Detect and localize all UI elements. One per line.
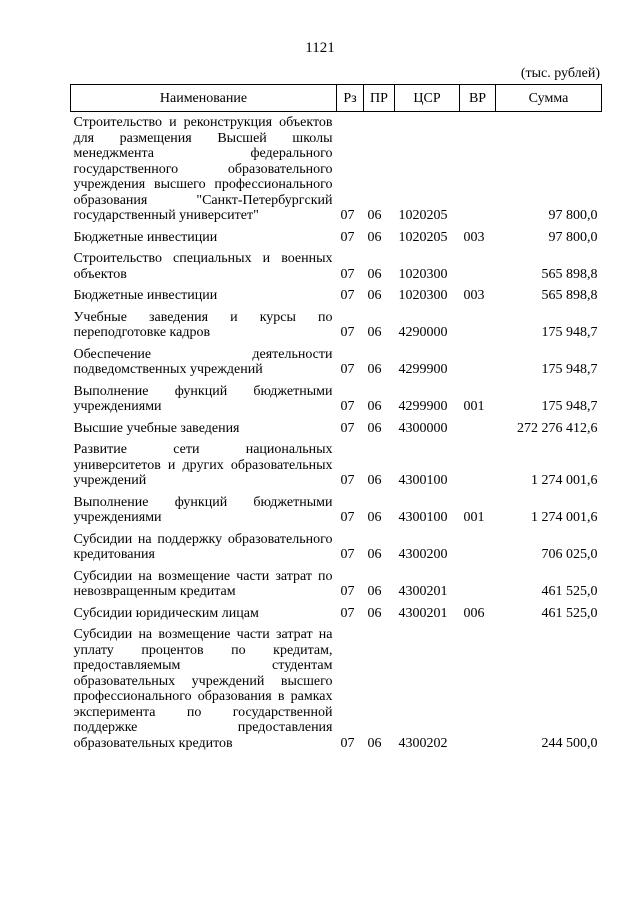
table-row (71, 344, 602, 381)
row-pr: 06 (367, 510, 382, 525)
row-vr: 003 (463, 229, 485, 245)
row-pr: 06 (367, 288, 382, 303)
row-sum: 461 525,0 (541, 605, 598, 621)
row-csr: 1020205 (398, 229, 448, 245)
table-row (71, 418, 602, 440)
table-row (71, 624, 602, 754)
row-csr: 4300100 (398, 473, 448, 488)
row-pr: 06 (367, 399, 382, 414)
header-pr: ПР (364, 85, 395, 112)
table-row (71, 603, 602, 625)
row-csr: 1020205 (398, 208, 448, 223)
row-csr: 4299900 (398, 399, 448, 414)
row-name: Субсидии на возмещение части затрат по невозвращенным кредитам (73, 568, 333, 599)
row-csr: 4300201 (398, 584, 448, 599)
row-pr: 06 (367, 735, 382, 751)
row-rz: 07 (340, 362, 355, 377)
row-vr: 006 (463, 605, 485, 621)
row-name: Выполнение функций бюджетными учреждениями (73, 494, 333, 525)
row-csr: 4300200 (398, 547, 448, 562)
header-name: Наименование (71, 85, 337, 112)
row-pr: 06 (367, 266, 382, 282)
row-vr (460, 112, 496, 227)
row-rz: 07 (340, 473, 355, 488)
row-rz: 07 (340, 325, 355, 340)
row-sum: 272 276 412,6 (517, 420, 598, 436)
header-rz: Рз (337, 85, 364, 112)
row-csr: 1020300 (398, 288, 448, 303)
row-rz: 07 (340, 605, 355, 621)
row-vr (460, 624, 496, 754)
row-rz: 07 (340, 420, 355, 436)
row-sum: 1 274 001,6 (531, 510, 598, 525)
row-name: Субсидии на поддержку образовательного кредитования (73, 531, 333, 562)
row-name: Строительство специальных и военных объектов (73, 251, 333, 282)
row-name: Развитие сети национальных университетов и других образовательных учреждений (73, 442, 333, 488)
row-csr: 4290000 (398, 325, 448, 340)
row-vr (460, 439, 496, 492)
row-name: Бюджетные инвестиции (73, 229, 218, 245)
units-label: (тыс. рублей) (520, 66, 600, 81)
row-vr: 001 (463, 510, 485, 525)
row-name: Строительство и реконструкция объектов для размещения Высшей школы менеджмента федерального государственного образовательного учреждения высшего профессионального образования "Санкт-Петербургский государственный университет" (73, 115, 333, 223)
table-row (71, 112, 602, 227)
row-name: Субсидии юридическим лицам (73, 605, 259, 621)
row-pr: 06 (367, 325, 382, 340)
row-csr: 4300202 (398, 735, 448, 751)
row-pr: 06 (367, 362, 382, 377)
row-rz: 07 (340, 229, 355, 245)
budget-table (70, 84, 602, 754)
row-sum: 97 800,0 (548, 229, 598, 245)
row-vr (460, 566, 496, 603)
row-csr: 4300201 (398, 605, 448, 621)
row-name: Выполнение функций бюджетными учреждениями (73, 383, 333, 414)
row-vr (460, 418, 496, 440)
row-rz: 07 (340, 208, 355, 223)
table-row (71, 439, 602, 492)
row-sum: 461 525,0 (541, 584, 598, 599)
row-sum: 175 948,7 (541, 362, 598, 377)
table-row (71, 492, 602, 529)
table-row (71, 529, 602, 566)
header-csr: ЦСР (395, 85, 460, 112)
row-pr: 06 (367, 473, 382, 488)
row-sum: 175 948,7 (541, 325, 598, 340)
row-pr: 06 (367, 584, 382, 599)
table-row (71, 248, 602, 285)
row-name: Обеспечение деятельности подведомственных учреждений (73, 346, 333, 377)
row-sum: 175 948,7 (541, 399, 598, 414)
row-sum: 1 274 001,6 (531, 473, 598, 488)
table-row (71, 566, 602, 603)
row-vr (460, 307, 496, 344)
row-rz: 07 (340, 735, 355, 751)
row-pr: 06 (367, 208, 382, 223)
row-csr: 1020300 (398, 266, 448, 282)
row-vr (460, 248, 496, 285)
row-name: Субсидии на возмещение части затрат на уплату процентов по кредитам, предоставляемым студентам образовательных учреждений высшего профессионального образования в рамках эксперимента по государственной поддержке предоставления образовательных кредитов (73, 627, 333, 751)
row-rz: 07 (340, 510, 355, 525)
row-vr: 001 (463, 399, 485, 414)
row-name: Бюджетные инвестиции (73, 288, 218, 303)
row-rz: 07 (340, 266, 355, 282)
row-csr: 4300100 (398, 510, 448, 525)
row-vr: 003 (463, 288, 485, 303)
row-vr (460, 529, 496, 566)
row-pr: 06 (367, 420, 382, 436)
row-name: Учебные заведения и курсы по переподготовке кадров (73, 309, 333, 340)
table-row (71, 227, 602, 249)
table-header-row (71, 85, 602, 112)
header-vr: ВР (460, 85, 496, 112)
row-sum: 706 025,0 (541, 547, 598, 562)
row-pr: 06 (367, 547, 382, 562)
row-sum: 565 898,8 (541, 266, 598, 282)
table-body (71, 112, 602, 755)
row-sum: 97 800,0 (548, 208, 598, 223)
row-rz: 07 (340, 547, 355, 562)
row-sum: 244 500,0 (541, 735, 598, 751)
row-sum: 565 898,8 (541, 288, 598, 303)
table-row (71, 285, 602, 307)
table-row (71, 381, 602, 418)
page-number: 1121 (305, 40, 335, 56)
row-csr: 4299900 (398, 362, 448, 377)
row-vr (460, 344, 496, 381)
row-pr: 06 (367, 605, 382, 621)
header-sum: Сумма (496, 85, 602, 112)
row-pr: 06 (367, 229, 382, 245)
row-rz: 07 (340, 399, 355, 414)
row-rz: 07 (340, 584, 355, 599)
row-name: Высшие учебные заведения (73, 420, 240, 436)
row-rz: 07 (340, 288, 355, 303)
row-csr: 4300000 (398, 420, 448, 436)
table-row (71, 307, 602, 344)
